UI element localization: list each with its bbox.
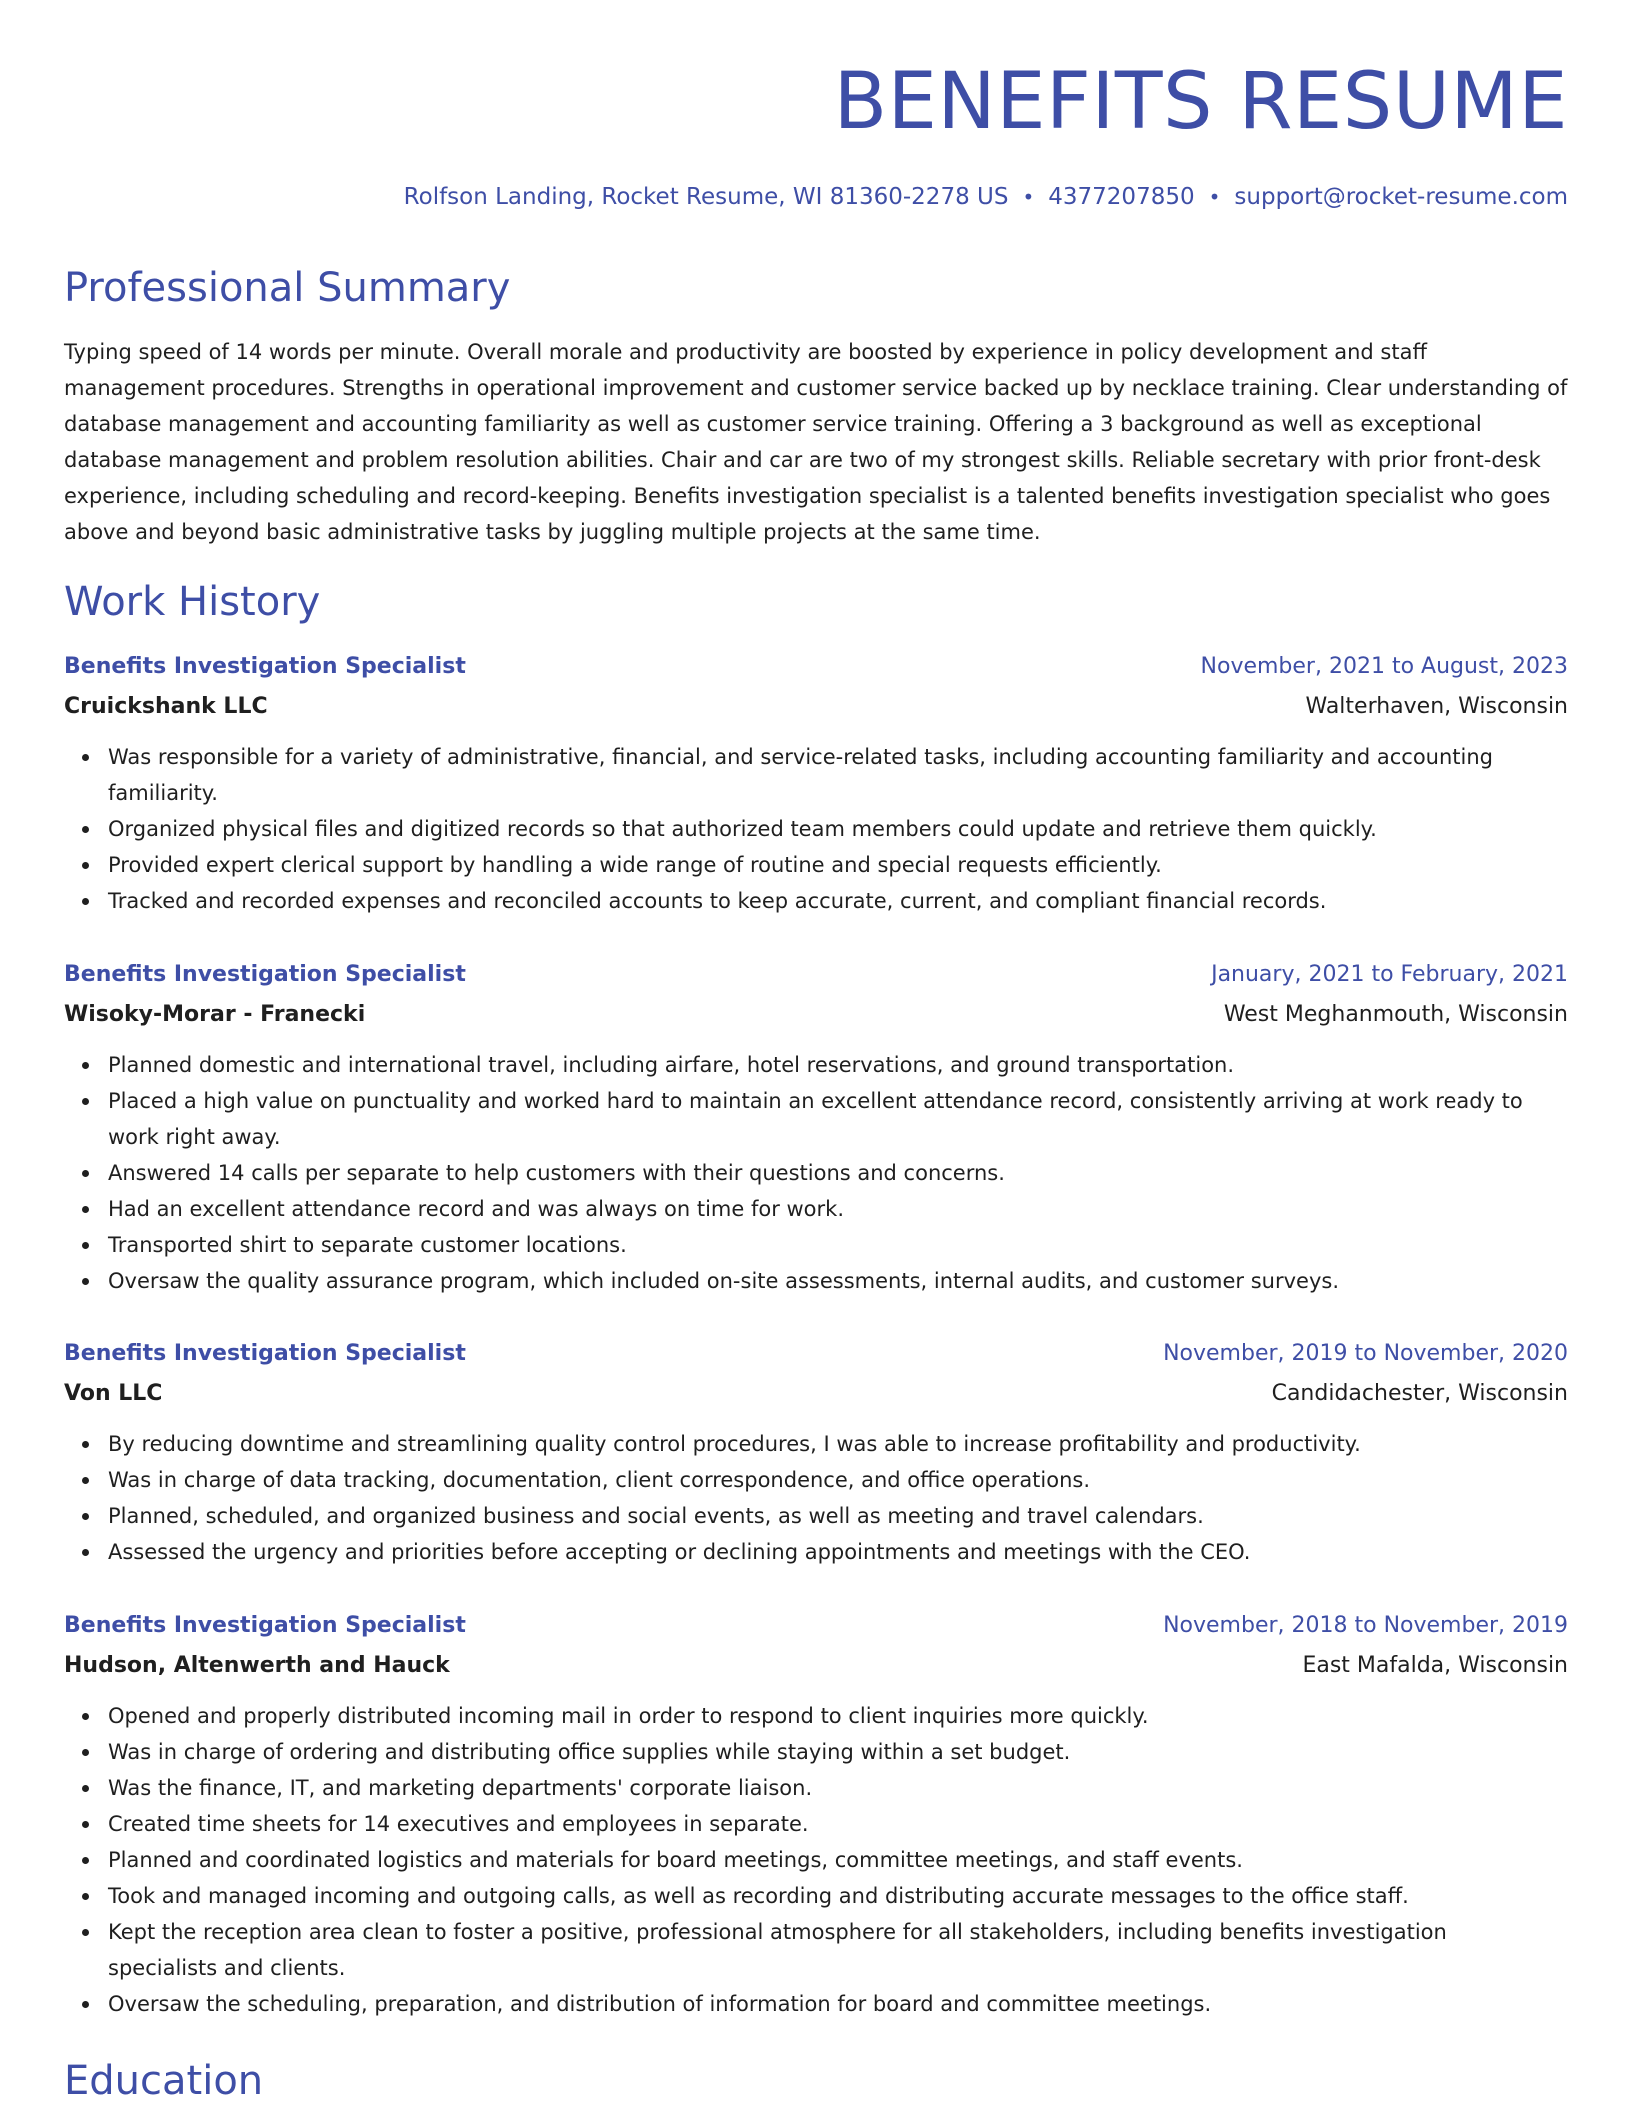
job-company-row — [64, 1374, 1568, 1414]
contact-email: support@rocket-resume.com — [1234, 184, 1568, 210]
job-bullet: Had an excellent attendance record and was always on time for work. — [108, 1191, 1568, 1227]
job-title: Benefits Investigation Specialist — [64, 1613, 466, 1638]
job-company: Wisoky-Morar - Franecki — [64, 1002, 366, 1027]
job-bullet: Placed a high value on punctuality and worked hard to maintain an excellent attendance record, consistently arriving at work ready to work right away. — [108, 1083, 1568, 1155]
job-company: Von LLC — [64, 1381, 163, 1406]
job-title-row — [64, 1334, 1568, 1374]
job-bullets — [64, 1047, 1568, 1299]
contact-phone: 4377207850 — [1048, 184, 1195, 210]
job-company-row — [64, 1646, 1568, 1686]
contact-line — [404, 180, 1568, 214]
resume-title: BENEFITS RESUME — [833, 57, 1568, 147]
job-dates: November, 2019 to November, 2020 — [1163, 1341, 1568, 1366]
job-bullet: Transported shirt to separate customer locations. — [108, 1227, 1568, 1263]
job-bullet: Assessed the urgency and priorities before accepting or declining appointments and meetings with the CEO. — [108, 1534, 1568, 1570]
job-title-row — [64, 1606, 1568, 1646]
job-bullet: Answered 14 calls per separate to help customers with their questions and concerns. — [108, 1155, 1568, 1191]
job-entry — [64, 955, 1568, 1299]
job-company-row — [64, 995, 1568, 1035]
job-bullet: Oversaw the scheduling, preparation, and distribution of information for board and committee meetings. — [108, 1986, 1568, 2022]
section-heading-summary: Professional Summary — [64, 265, 511, 311]
job-title: Benefits Investigation Specialist — [64, 962, 466, 987]
job-bullet: Tracked and recorded expenses and reconciled accounts to keep accurate, current, and compliant financial records. — [108, 883, 1568, 919]
job-bullet: Created time sheets for 14 executives and employees in separate. — [108, 1806, 1568, 1842]
job-bullets — [64, 1426, 1568, 1570]
job-bullets — [64, 739, 1568, 919]
job-bullets — [64, 1698, 1568, 2022]
job-location: Candidachester, Wisconsin — [1271, 1381, 1568, 1406]
job-dates: January, 2021 to February, 2021 — [1211, 962, 1568, 987]
job-entry — [64, 1606, 1568, 2022]
job-company-row — [64, 687, 1568, 727]
job-entry — [64, 647, 1568, 919]
section-heading-education: Education — [64, 2058, 264, 2104]
job-company: Cruickshank LLC — [64, 694, 268, 719]
job-title: Benefits Investigation Specialist — [64, 1341, 466, 1366]
job-title-row — [64, 955, 1568, 995]
job-bullet: By reducing downtime and streamlining quality control procedures, I was able to increase profitability and productivity. — [108, 1426, 1568, 1462]
job-bullet: Kept the reception area clean to foster a positive, professional atmosphere for all stakeholders, including benefits investigation specialists and clients. — [108, 1914, 1568, 1986]
job-dates: November, 2021 to August, 2023 — [1200, 654, 1568, 679]
job-bullet: Planned, scheduled, and organized business and social events, as well as meeting and travel calendars. — [108, 1498, 1568, 1534]
job-bullet: Planned domestic and international travel, including airfare, hotel reservations, and ground transportation. — [108, 1047, 1568, 1083]
job-bullet: Provided expert clerical support by handling a wide range of routine and special requests efficiently. — [108, 847, 1568, 883]
job-title: Benefits Investigation Specialist — [64, 654, 466, 679]
job-bullet: Planned and coordinated logistics and materials for board meetings, committee meetings, and staff events. — [108, 1842, 1568, 1878]
job-bullet: Was in charge of data tracking, documentation, client correspondence, and office operations. — [108, 1462, 1568, 1498]
job-title-row — [64, 647, 1568, 687]
professional-summary: Typing speed of 14 words per minute. Overall morale and productivity are boosted by experience in policy development and staff management procedures. Strengths in operational improvement and customer service backed up by necklace training. Clear understanding of database management and accounting familiarity as well as customer service training. Offering a 3 background as well as exceptional database management and problem resolution abilities. Chair and car are two of my strongest skills. Reliable secretary with prior front-desk experience, including scheduling and record-keeping. Benefits investigation specialist is a talented benefits investigation specialist who goes above and beyond basic administrative tasks by juggling multiple projects at the same time. — [64, 340, 1568, 544]
job-bullet: Was in charge of ordering and distributing office supplies while staying within a set budget. — [108, 1734, 1568, 1770]
job-bullet: Was the finance, IT, and marketing departments' corporate liaison. — [108, 1770, 1568, 1806]
section-heading-work-history: Work History — [64, 579, 321, 625]
job-bullet: Was responsible for a variety of administrative, financial, and service-related tasks, including accounting familiarity and accounting familiarity. — [108, 739, 1568, 811]
job-bullet: Took and managed incoming and outgoing calls, as well as recording and distributing accurate messages to the office staff. — [108, 1878, 1568, 1914]
contact-separator: • — [1022, 185, 1035, 209]
job-location: West Meghanmouth, Wisconsin — [1223, 1002, 1568, 1027]
job-dates: November, 2018 to November, 2019 — [1163, 1613, 1568, 1638]
job-bullet: Organized physical files and digitized records so that authorized team members could update and retrieve them quickly. — [108, 811, 1568, 847]
job-bullet: Opened and properly distributed incoming mail in order to respond to client inquiries more quickly. — [108, 1698, 1568, 1734]
job-entry — [64, 1334, 1568, 1570]
contact-separator: • — [1208, 185, 1221, 209]
job-location: Walterhaven, Wisconsin — [1305, 694, 1568, 719]
job-bullet: Oversaw the quality assurance program, which included on-site assessments, internal audits, and customer surveys. — [108, 1263, 1568, 1299]
job-location: East Mafalda, Wisconsin — [1302, 1653, 1568, 1678]
job-company: Hudson, Altenwerth and Hauck — [64, 1653, 450, 1678]
contact-address: Rolfson Landing, Rocket Resume, WI 81360-2278 US — [403, 184, 1009, 210]
